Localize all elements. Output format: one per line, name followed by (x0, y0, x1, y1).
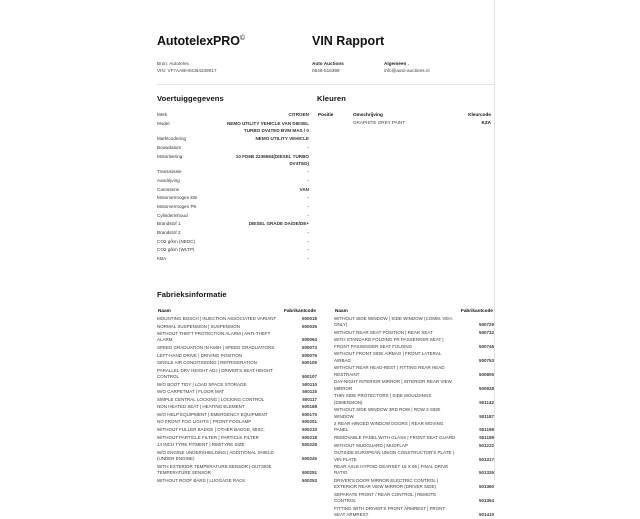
factory-table-row (157, 419, 317, 427)
factory-table-row (157, 381, 317, 389)
factory-option-code: 500753 (478, 357, 494, 363)
factory-option-name: 2 REAR HINGED WINDOW DOORS | REAR MOVING PANEL (334, 421, 444, 433)
general-contact-block (384, 61, 494, 74)
factory-table-row (334, 315, 494, 329)
factory-section-title: Fabrieksinformatie (157, 289, 227, 299)
title-column (312, 34, 494, 48)
factory-option-code: 500035 (301, 323, 317, 329)
auction-name: Auto Auctions (312, 61, 344, 66)
factory-column-left (157, 307, 317, 519)
factory-option-name: WITHOUT REAR SEAT POSITION | REAR SEAT (334, 329, 433, 335)
vehicle-spec-label: Motorisering (157, 153, 183, 159)
factory-option-name: WITHOUT THEFT PROTECTION ALARM | ANTI-THEFT ALARM (157, 331, 271, 343)
vehicle-spec-value: - (307, 212, 309, 218)
colors-table (317, 111, 492, 126)
factory-option-code: 500170 (301, 411, 317, 417)
vehicle-spec-label: Carosserie (157, 186, 180, 192)
factory-table-row (157, 330, 317, 344)
factory-option-code: 500928 (478, 385, 494, 391)
vin-label: VIN: VF7AABHSCB4239017 (157, 67, 217, 73)
report-header (157, 0, 494, 48)
factory-left-header-row (157, 307, 317, 316)
factory-option-name: DRIVER'S DOOR MIRROR ELECTRIC CONTROL | EXTERIOR REAR VIEW MIRROR (DRIVER SIDE) (334, 478, 439, 490)
factory-table-row (334, 477, 494, 491)
factory-table-row (334, 463, 494, 477)
vehicle-spec-label: Model (157, 120, 170, 126)
vehicle-spec-label: Brandstof 1 (157, 221, 181, 227)
vehicle-spec-row (157, 136, 309, 145)
factory-table-row (334, 505, 494, 519)
factory-table-right (334, 307, 494, 519)
factory-option-name: W/O CARPETMAT | FLOOR MAT (157, 389, 225, 395)
source-block (157, 61, 312, 74)
factory-right-header-code: Fabrikantcode (460, 307, 493, 313)
factory-option-code: 500018 (301, 315, 317, 321)
vehicle-spec-row (157, 120, 309, 136)
vehicle-spec-value: - (307, 247, 309, 253)
vehicle-spec-row (157, 238, 309, 247)
factory-option-name: SIMPLE CENTRAL LOCKING | LOCKING CONTROL (157, 396, 265, 402)
factory-option-code: 501317 (478, 456, 494, 462)
vehicle-spec-body (157, 111, 309, 264)
colors-header-row (317, 111, 492, 119)
vehicle-spec-row (157, 168, 309, 177)
report-content (157, 0, 494, 518)
vehicle-spec-label: Motorvermogen kW (157, 195, 198, 201)
factory-column-right (334, 307, 494, 519)
factory-right-head (334, 307, 494, 316)
factory-table-row (157, 404, 317, 412)
colors-section (317, 94, 494, 264)
factory-option-code: 500228 (301, 442, 317, 448)
factory-option-code: 500105 (301, 360, 317, 366)
factory-option-code: 500729 (478, 322, 494, 328)
factory-option-name: WITH STANDARD FOLDING FR PASSENGER SEAT | FRONT PASSENGER SEAT FOLDING (334, 337, 444, 349)
vehicle-spec-value: - (307, 195, 309, 201)
vehicle-spec-value: - (307, 145, 309, 151)
factory-right-header-name: Naam (335, 307, 348, 313)
vehicle-section-title: Voertuiggegevens (157, 94, 224, 104)
factory-table-row (157, 352, 317, 360)
factory-table-left (157, 307, 317, 485)
factory-option-code: 501410 (478, 512, 494, 518)
factory-option-code: 501199 (479, 435, 494, 440)
vehicle-spec-label: Marktcodering (157, 136, 187, 142)
colors-table-row (317, 119, 492, 126)
factory-table-row (334, 420, 494, 434)
factory-left-body (157, 315, 317, 484)
factory-option-name: OUTSIDE EUROPEAN UNION CONSTRUCTOR'S PLATE | VIN PLATE (334, 450, 454, 462)
factory-option-code: 501360 (478, 484, 494, 490)
factory-table-row (334, 393, 494, 407)
vehicle-spec-row (157, 177, 309, 186)
vehicle-spec-value: 10 FD9B 2236584(DIESEL TURBO DV4TED) (235, 153, 309, 166)
factory-option-name: THIN SIDE PROTECTORS | SIDE MOULDINGS (DIMENSION) (334, 393, 432, 405)
factory-option-code: 500117 (302, 396, 317, 402)
vehicle-spec-label: KBA (157, 256, 167, 262)
factory-option-name: WITHOUT MUDGUARD | MUDFLAP (334, 442, 408, 448)
auction-block (312, 61, 384, 74)
factory-table-row (334, 450, 494, 464)
factory-option-code: 500115 (302, 389, 317, 395)
vehicle-data-section (157, 94, 317, 264)
factory-option-code: 500076 (301, 352, 317, 358)
factory-table-row (157, 434, 317, 442)
factory-option-code: 500245 (301, 456, 317, 462)
factory-right-header-row (334, 307, 494, 316)
vehicle-spec-row (157, 247, 309, 256)
factory-columns (157, 307, 494, 519)
factory-option-code: 501198 (479, 427, 494, 433)
vehicle-spec-value: - (307, 169, 309, 175)
factory-option-name: SINGLE AIR CONDITIONING | REFRIGERATION (157, 360, 257, 366)
vehicle-spec-row (157, 144, 309, 153)
factory-option-name: WITHOUT SIDE WINDOW 3RD ROW | ROW 3 SIDE WINDOW (334, 407, 441, 419)
factory-option-name: WITH EXTERIOR TEMPERATURE SENSOR | OUTSIDE TEMPERATURE SENSOR (157, 463, 272, 475)
factory-information-section (157, 290, 494, 519)
factory-left-head (157, 307, 317, 316)
factory-option-name: MOUNTING BOSCH | INJECTION ASSOCIATED VARIANT (157, 315, 277, 321)
factory-left-header-code: Fabrikantcode (283, 307, 316, 313)
factory-option-code: 500110 (302, 381, 317, 387)
factory-option-code: 500201 (301, 419, 317, 425)
colors-table-body (317, 119, 492, 126)
page-title: VIN Rapport (312, 34, 385, 48)
factory-option-code: 501364 (478, 498, 494, 504)
factory-option-name: W/O ENGINE UNDERSHIELDING | ADDITIONAL SHIELD (UNDER ENGINE) (157, 449, 274, 462)
factory-option-name: NO FRONT FOG LIGHTS | FRONT FOGLAMP (157, 419, 252, 425)
factory-option-code: 500218 (301, 434, 317, 440)
factory-table-row (157, 477, 317, 485)
source-label: Bron: Autotelex (157, 61, 189, 66)
factory-option-name: WITHOUT PARTICLE FILTER | PARTICLE FILTER (157, 434, 259, 440)
factory-table-row (157, 463, 317, 477)
vehicle-spec-label: Motorvermogen PK (157, 204, 197, 210)
general-label: Algemeen . (384, 61, 410, 66)
factory-option-name: NORMAL SUSPENSION | SUSPENSION (157, 323, 241, 329)
vehicle-spec-value: - (307, 256, 309, 262)
factory-table-row (334, 434, 494, 442)
colors-header-position: Positie (318, 112, 334, 118)
factory-option-code: 500746 (478, 343, 494, 349)
factory-option-code: 500064 (301, 337, 317, 343)
vehicle-spec-label: Merk (157, 112, 168, 118)
factory-table-row (157, 344, 317, 352)
factory-table-row (157, 442, 317, 450)
factory-table-row (334, 442, 494, 450)
factory-table-row (157, 367, 317, 381)
vehicle-spec-row (157, 255, 309, 264)
vehicle-spec-row (157, 186, 309, 195)
vehicle-spec-row (157, 111, 309, 120)
vehicle-spec-row (157, 194, 309, 203)
factory-left-header-name: Naam (158, 307, 171, 313)
colors-header-description: Omschrijving (352, 112, 383, 118)
factory-option-code: 500073 (301, 345, 317, 350)
factory-option-name: SEPARATE FRONT / REAR CONTROL | REMOTE CONTROL (334, 491, 437, 504)
colors-cell-position (317, 119, 352, 126)
factory-option-name: W/O BOOT TIDY | LOAD SPACE STORAGE (157, 381, 247, 387)
factory-option-name: WITHOUT REAR HEAD-REST | FITTING REAR HEAD RESTRAINT (334, 365, 445, 377)
factory-option-name: FITTING WITH DRIVER'S FRONT ARMREST | FRONT SEAT ARMREST (334, 505, 446, 518)
vehicle-spec-value: VAN (299, 186, 309, 192)
factory-option-name: W/O HELP EQUIPMENT | EMERGENCY EQUIPMENT (157, 411, 268, 417)
factory-table-row (334, 351, 494, 365)
factory-table-row (157, 449, 317, 463)
factory-option-name: REAR AXLE HYPOID GEARSET 16 X 65 | FINAL DRIVE RATIO (334, 464, 449, 476)
vehicle-spec-value: - (307, 238, 309, 244)
factory-option-code: 500210 (301, 427, 317, 432)
vehicle-spec-label: Aandrijving (157, 178, 180, 184)
brand-title (157, 34, 312, 48)
factory-table-row (334, 329, 494, 337)
vehicle-spec-value: NEMO UTILITY VEHICLE VAN DIESEL TURBO DV4TED BVM MAS / 0 (226, 120, 309, 133)
vehicle-spec-label: CO2 g/km (WLTP) (157, 247, 195, 253)
factory-table-row (157, 389, 317, 397)
factory-option-name: SPEED GRADUATION IN KM/H | SPEED GRADUATIONS (157, 345, 275, 350)
factory-option-name: REMOVABLE PANEL WITH GLASS | FRONT SEAT GUARD (334, 435, 456, 440)
vehicle-spec-value: - (307, 178, 309, 184)
factory-option-code: 500107 (301, 374, 317, 380)
factory-table-row (157, 315, 317, 323)
factory-table-row (334, 407, 494, 421)
factory-option-code: 501326 (478, 470, 494, 476)
factory-option-name: WITHOUT SIDE WINDOW | SIDE WINDOW (COMM. VEH. ONLY) (334, 315, 453, 328)
auction-phone: 0546-516398 (312, 67, 340, 73)
vehicle-spec-row (157, 229, 309, 238)
factory-option-name: NON HEATED SEAT | HEATING ELEMENT (157, 404, 245, 410)
factory-table-row (157, 323, 317, 331)
factory-option-code: 500805 (478, 371, 494, 377)
vehicle-spec-value: CITROEN (288, 112, 309, 118)
vehicle-spec-label: Bouwdatum (157, 145, 182, 151)
factory-table-row (157, 396, 317, 404)
factory-option-name: WITHOUT ROOF BARS | LUGGAGE RACK (157, 477, 246, 483)
vehicle-spec-row (157, 153, 309, 169)
vehicle-spec-row (157, 212, 309, 221)
vehicle-spec-label: Transmissie (157, 169, 182, 175)
brand-title-text: AutotelexPRO (157, 34, 240, 48)
factory-table-row (157, 411, 317, 419)
vehicle-spec-row (157, 220, 309, 229)
factory-option-code: 501222 (478, 442, 494, 448)
vehicle-spec-value: DIESEL GRADE DA/DE/DE+ (248, 221, 309, 227)
factory-option-name: WITHOUT FULLER BADGE | OTHER BADGE, MISC. (157, 427, 265, 432)
factory-option-code: 501187 (479, 413, 494, 419)
vehicle-spec-row (157, 203, 309, 212)
colors-cell-description: GRAPHITE GREY PAINT (352, 120, 406, 126)
factory-option-code: 500168 (301, 404, 317, 410)
factory-option-code: 500732 (478, 329, 494, 335)
vehicle-and-colors-row (157, 94, 494, 264)
factory-right-body (334, 315, 494, 519)
colors-section-title: Kleuren (317, 94, 346, 104)
general-email: info@auto-auctions.nl (384, 67, 430, 73)
copyright-symbol: © (239, 34, 245, 42)
colors-table-head (317, 111, 492, 119)
factory-option-code: 500253 (301, 477, 317, 483)
factory-option-name: 14 INCH TYRE FITMENT | RIM/TYRE SIZE (157, 442, 245, 448)
vehicle-spec-label: Cylinderinhoud (157, 212, 188, 218)
vehicle-spec-label: CO2 g/km (NEDC) (157, 238, 196, 244)
header-divider (157, 84, 494, 85)
vehicle-spec-value: NEMO UTILITY VEHICLE (255, 136, 309, 142)
vehicle-spec-value: - (307, 204, 309, 210)
factory-option-name: LEFT-HAND DRIVE | DRIVING POSITION (157, 352, 243, 358)
header-meta-row (157, 61, 494, 74)
vehicle-spec-label: Brandstof 2 (157, 230, 181, 236)
factory-option-name: DAY-NIGHT INTERIOR MIRROR | INTERIOR REAR VIEW MIRROR (334, 379, 452, 391)
colors-header-code: Kleurcode (468, 112, 491, 118)
page-right-rule (494, 0, 495, 480)
factory-table-row (157, 426, 317, 434)
factory-table-row (334, 379, 494, 393)
brand-column (157, 34, 312, 48)
factory-option-name: PARALLEL DRV HEIGHT ADJ | DRIVER'S SEAT HEIGHT CONTROL (157, 367, 273, 380)
factory-table-row (157, 360, 317, 368)
factory-table-row (334, 337, 494, 351)
vehicle-spec-table (157, 111, 309, 264)
factory-table-row (334, 365, 494, 379)
factory-option-code: 501142 (479, 399, 494, 405)
factory-table-row (334, 491, 494, 505)
vehicle-spec-value: - (307, 230, 309, 236)
factory-option-code: 500251 (301, 470, 317, 475)
factory-option-name: WITHOUT FRONT SIDE AIRBAG | FRONT LATERAL AIRBAG (334, 351, 442, 363)
colors-cell-code: KZA (481, 120, 491, 126)
